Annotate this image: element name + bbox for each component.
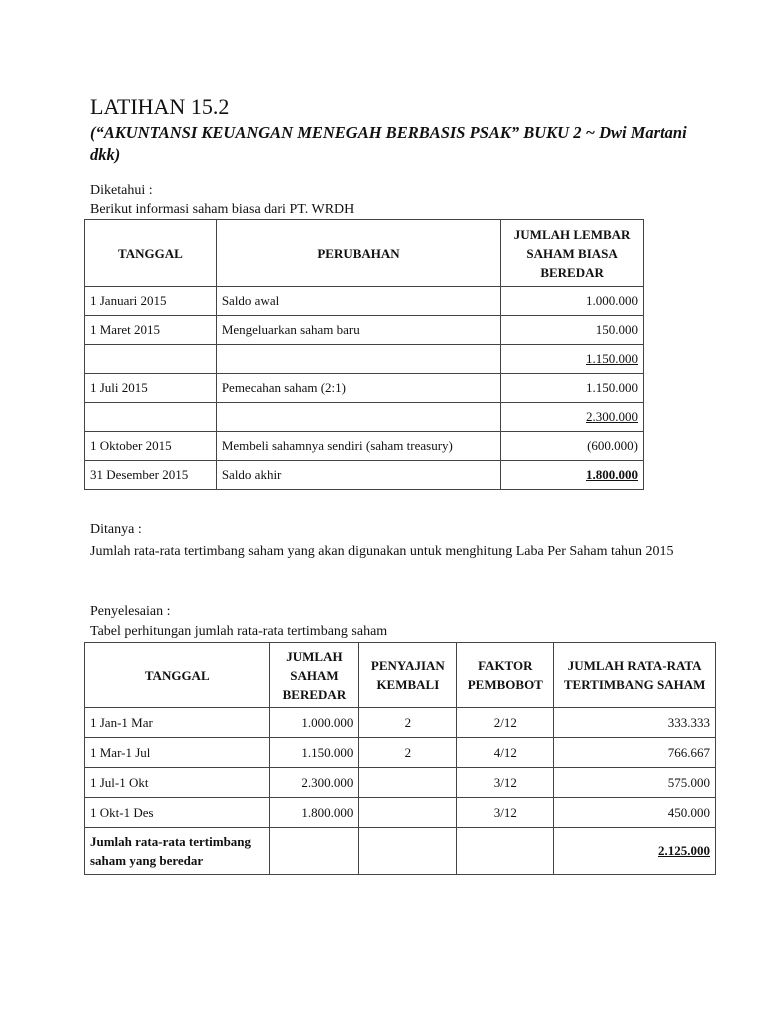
table-header-row xyxy=(85,643,716,708)
table-total-row xyxy=(85,828,716,875)
cell-perubahan: Mengeluarkan saham baru xyxy=(216,316,500,345)
cell-rata: 575.000 xyxy=(554,768,716,798)
cell-faktor: 3/12 xyxy=(457,768,554,798)
cell-penyajian xyxy=(359,768,457,798)
table-row xyxy=(85,374,644,403)
cell-penyajian: 2 xyxy=(359,708,457,738)
cell-tanggal xyxy=(85,345,217,374)
cell-tanggal: 1 Januari 2015 xyxy=(85,287,217,316)
cell-total: 1.800.000 xyxy=(501,461,644,490)
table-row xyxy=(85,461,644,490)
table-row xyxy=(85,798,716,828)
cell-jumlah: 1.150.000 xyxy=(501,374,644,403)
question-text: Jumlah rata-rata tertimbang saham yang akan digunakan untuk menghitung Laba Per Saham tahun 2015 xyxy=(90,544,674,559)
cell-tanggal: 1 Okt-1 Des xyxy=(85,798,270,828)
table-row xyxy=(85,768,716,798)
cell-rata: 766.667 xyxy=(554,738,716,768)
table-row xyxy=(85,316,644,345)
cell-subtotal: 1.150.000 xyxy=(501,345,644,374)
table-header-row xyxy=(85,220,644,287)
cell-penyajian: 2 xyxy=(359,738,457,768)
cell-empty xyxy=(457,828,554,875)
header-rata-rata: JUMLAH RATA-RATA TERTIMBANG SAHAM xyxy=(554,643,716,708)
cell-tanggal: 1 Oktober 2015 xyxy=(85,432,217,461)
cell-tanggal: 1 Jul-1 Okt xyxy=(85,768,270,798)
cell-empty xyxy=(270,828,359,875)
cell-jumlah: (600.000) xyxy=(501,432,644,461)
header-penyajian: PENYAJIAN KEMBALI xyxy=(359,643,457,708)
cell-perubahan: Pemecahan saham (2:1) xyxy=(216,374,500,403)
header-jumlah-lembar: JUMLAH LEMBAR SAHAM BIASA BEREDAR xyxy=(501,220,644,287)
cell-empty xyxy=(359,828,457,875)
cell-jumlah: 2.300.000 xyxy=(270,768,359,798)
header-perubahan: PERUBAHAN xyxy=(216,220,500,287)
cell-faktor: 4/12 xyxy=(457,738,554,768)
cell-rata: 450.000 xyxy=(554,798,716,828)
cell-perubahan: Saldo akhir xyxy=(216,461,500,490)
intro-text: Berikut informasi saham biasa dari PT. WRDH xyxy=(90,202,355,217)
cell-tanggal: 1 Juli 2015 xyxy=(85,374,217,403)
cell-jumlah: 1.000.000 xyxy=(270,708,359,738)
cell-perubahan xyxy=(216,345,500,374)
table-row xyxy=(85,345,644,374)
page-subtitle: (“AKUNTANSI KEUANGAN MENEGAH BERBASIS PSAK” BUKU 2 ~ Dwi Martani dkk) xyxy=(90,123,687,164)
header-tanggal: TANGGAL xyxy=(85,220,217,287)
total-value: 2.125.000 xyxy=(554,828,716,875)
cell-faktor: 3/12 xyxy=(457,798,554,828)
table-row xyxy=(85,738,716,768)
table-row xyxy=(85,708,716,738)
cell-tanggal: 1 Jan-1 Mar xyxy=(85,708,270,738)
cell-perubahan xyxy=(216,403,500,432)
table-row xyxy=(85,287,644,316)
cell-subtotal: 2.300.000 xyxy=(501,403,644,432)
weighted-average-table xyxy=(84,642,716,875)
penyelesaian-label: Penyelesaian : xyxy=(90,604,171,619)
table2-caption: Tabel perhitungan jumlah rata-rata tertimbang saham xyxy=(90,624,388,639)
cell-jumlah: 1.000.000 xyxy=(501,287,644,316)
cell-tanggal: 1 Mar-1 Jul xyxy=(85,738,270,768)
cell-tanggal: 31 Desember 2015 xyxy=(85,461,217,490)
table-row xyxy=(85,403,644,432)
total-label: Jumlah rata-rata tertimbang saham yang beredar xyxy=(85,828,270,875)
cell-tanggal xyxy=(85,403,217,432)
cell-perubahan: Saldo awal xyxy=(216,287,500,316)
cell-penyajian xyxy=(359,798,457,828)
cell-rata: 333.333 xyxy=(554,708,716,738)
ditanya-label: Ditanya : xyxy=(90,522,142,537)
cell-tanggal: 1 Maret 2015 xyxy=(85,316,217,345)
cell-jumlah: 1.800.000 xyxy=(270,798,359,828)
header-tanggal: TANGGAL xyxy=(85,643,270,708)
share-changes-table xyxy=(84,219,644,490)
cell-jumlah: 1.150.000 xyxy=(270,738,359,768)
diketahui-label: Diketahui : xyxy=(90,183,153,198)
cell-perubahan: Membeli sahamnya sendiri (saham treasury) xyxy=(216,432,500,461)
cell-faktor: 2/12 xyxy=(457,708,554,738)
header-jumlah-saham: JUMLAH SAHAM BEREDAR xyxy=(270,643,359,708)
page-title: LATIHAN 15.2 xyxy=(90,94,230,119)
table-row xyxy=(85,432,644,461)
cell-jumlah: 150.000 xyxy=(501,316,644,345)
header-faktor: FAKTOR PEMBOBOT xyxy=(457,643,554,708)
